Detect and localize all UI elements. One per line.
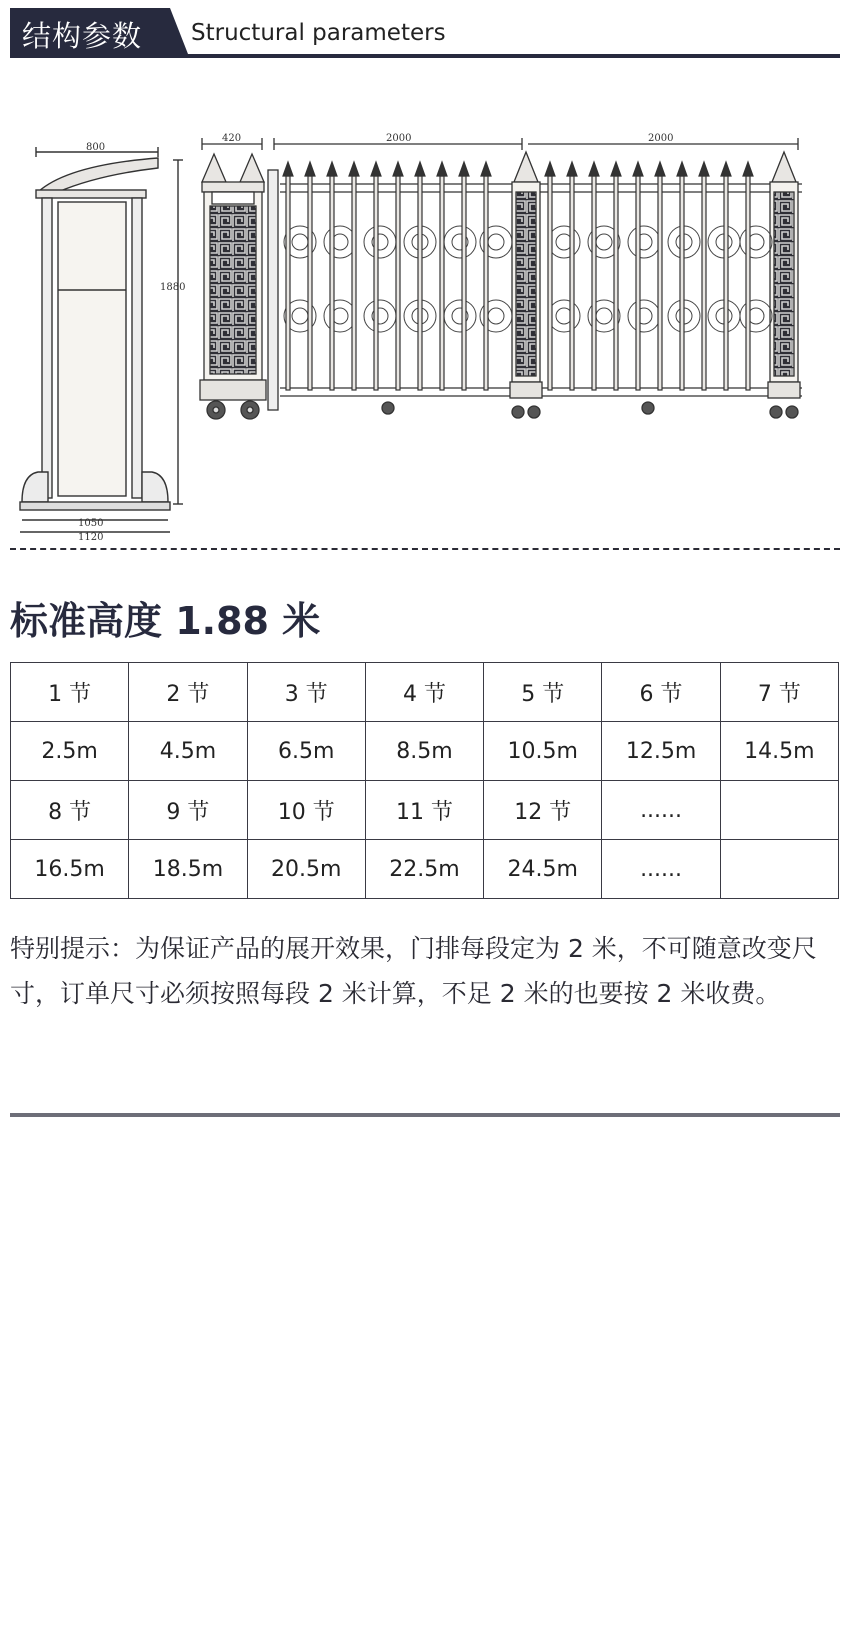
dim-side-height: 1880 (160, 282, 186, 293)
picket (589, 162, 599, 390)
spec-cell: 3 节 (247, 663, 365, 722)
spec-row (11, 781, 839, 840)
side-view (20, 147, 186, 532)
picket (327, 162, 337, 390)
spec-cell: 14.5m (720, 722, 838, 781)
dim-head-width: 420 (222, 133, 242, 144)
spec-row (11, 663, 839, 722)
spec-cell: 9 节 (129, 781, 247, 840)
header-title-cn: 结构参数 (22, 19, 143, 53)
picket (655, 162, 665, 390)
spec-cell: 4 节 (365, 663, 483, 722)
spec-cell (720, 840, 838, 899)
picket (699, 162, 709, 390)
picket (633, 162, 643, 390)
spec-row (11, 840, 839, 899)
picket (393, 162, 403, 390)
dashed-divider (10, 548, 840, 550)
section-header (10, 8, 840, 56)
dim-side-top: 800 (86, 142, 106, 153)
spec-cell: 11 节 (365, 781, 483, 840)
header-underline (10, 54, 840, 58)
spec-row (11, 722, 839, 781)
spec-cell: 10 节 (247, 781, 365, 840)
picket (459, 162, 469, 390)
dim-side-bottom-inner: 1050 (78, 518, 104, 529)
spec-cell: 20.5m (247, 840, 365, 899)
dim-segment-1: 2000 (386, 133, 412, 144)
spec-cell: 6.5m (247, 722, 365, 781)
picket (305, 162, 315, 390)
picket (611, 162, 621, 390)
spec-cell: 10.5m (484, 722, 602, 781)
standard-height-heading: 标准高度 1.88 米 (10, 599, 321, 643)
picket (567, 162, 577, 390)
spec-cell: 22.5m (365, 840, 483, 899)
spec-table (10, 662, 839, 899)
gate-drawing (8, 130, 842, 543)
spec-cell (720, 781, 838, 840)
picket (721, 162, 731, 390)
spec-cell: 8.5m (365, 722, 483, 781)
picket (371, 162, 381, 390)
spec-cell: 5 节 (484, 663, 602, 722)
spec-cell: 2.5m (11, 722, 129, 781)
spec-cell: 16.5m (11, 840, 129, 899)
picket (545, 162, 555, 390)
picket (743, 162, 753, 390)
picket (481, 162, 491, 390)
spec-cell: ...... (602, 781, 720, 840)
picket (677, 162, 687, 390)
spec-cell: 8 节 (11, 781, 129, 840)
picket (415, 162, 425, 390)
spec-cell: 18.5m (129, 840, 247, 899)
spec-cell: 12 节 (484, 781, 602, 840)
picket (283, 162, 293, 390)
spec-cell: 6 节 (602, 663, 720, 722)
special-note: 特别提示：为保证产品的展开效果，门排每段定为 2 米，不可随意改变尺寸，订单尺寸必须按照每段 2 米计算，不足 2 米的也要按 2 米收费。 (10, 934, 817, 1008)
spec-cell: ...... (602, 840, 720, 899)
dim-segment-2: 2000 (648, 133, 674, 144)
spec-cell: 12.5m (602, 722, 720, 781)
spec-cell: 1 节 (11, 663, 129, 722)
bottom-divider (10, 1113, 840, 1117)
dim-side-bottom-outer: 1120 (78, 532, 104, 543)
picket (349, 162, 359, 390)
spec-cell: 7 节 (720, 663, 838, 722)
header-title-en: Structural parameters (191, 20, 446, 46)
picket (437, 162, 447, 390)
spec-cell: 2 节 (129, 663, 247, 722)
spec-cell: 4.5m (129, 722, 247, 781)
spec-cell: 24.5m (484, 840, 602, 899)
